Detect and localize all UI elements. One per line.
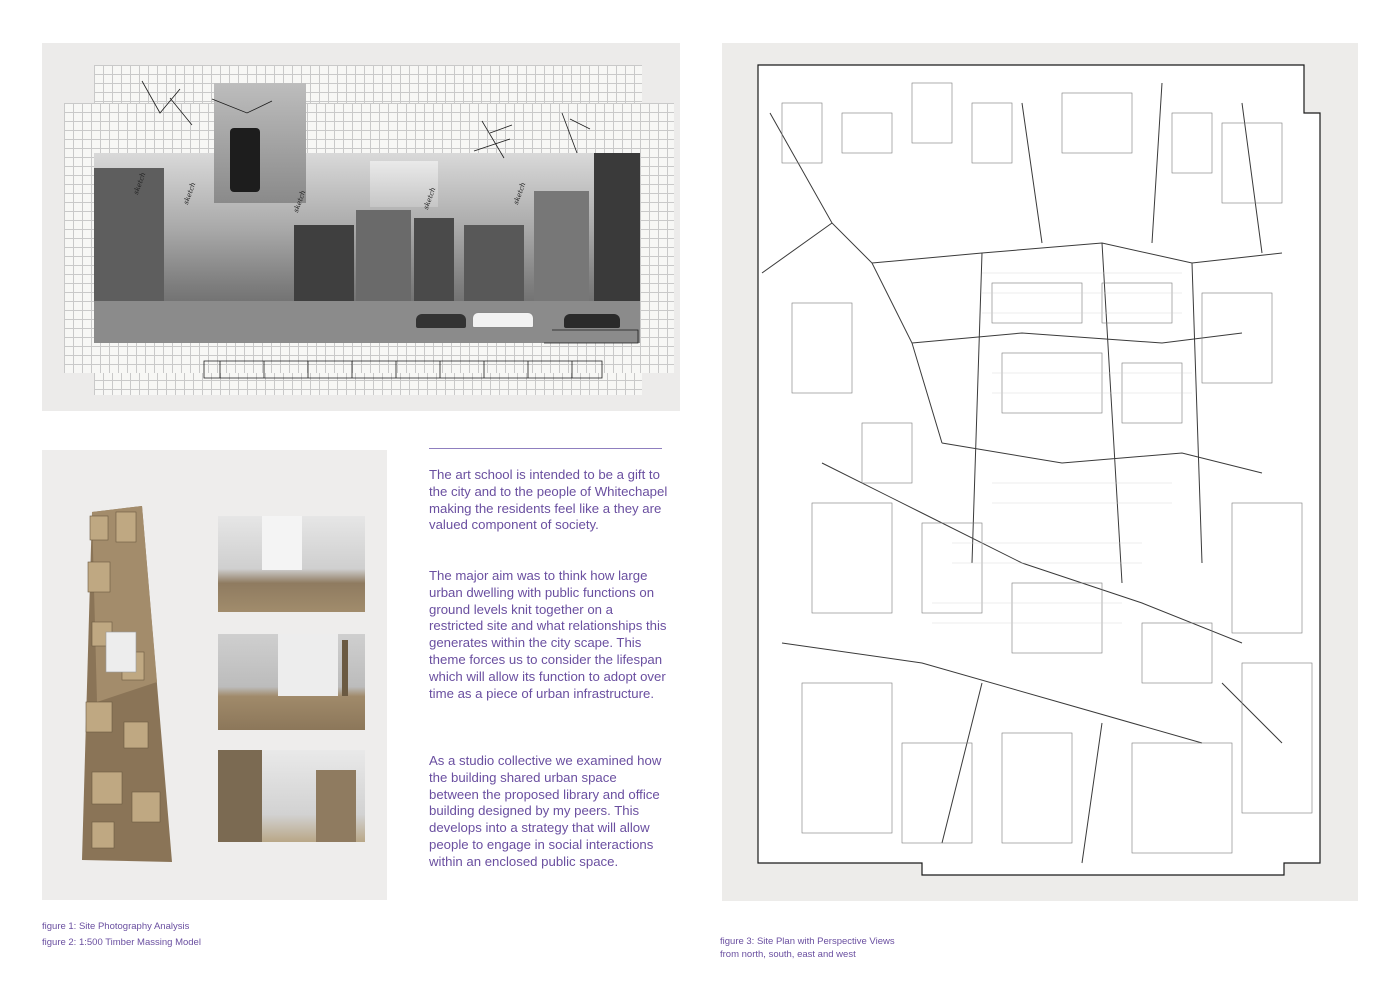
figure-1-site-photography: sketch sketch sketch sketch sketch — [42, 43, 680, 411]
timber-model-plan-view — [62, 502, 172, 862]
model-view-north — [218, 516, 365, 612]
paragraph-divider — [429, 448, 662, 449]
figure-2-timber-massing-model — [42, 450, 387, 900]
caption-figure-2: figure 2: 1:500 Timber Massing Model — [42, 937, 201, 948]
model-view-south — [218, 750, 365, 842]
paragraph-collective: As a studio collective we examined how the building shared urban space between the proposed library and office building designed by my peers. This develops into a strategy that will allow people to engage in social interactions within an enclosed public space. — [429, 753, 662, 869]
caption-figure-3-line-2: from north, south, east and west — [720, 949, 856, 960]
paragraph-aim: The major aim was to think how large urban dwelling with public functions on ground levels knit together on a restricted site and what relationships this generates within the city scape. This theme forces us to consider the lifespan which will allow its function to adopt over time as a piece of urban infrastructure. — [429, 568, 667, 701]
paragraph-intro: The art school is intended to be a gift to the city and to the people of Whitechapel making the residents feel like a they are valued component of society. — [429, 467, 668, 533]
caption-figure-1: figure 1: Site Photography Analysis — [42, 921, 190, 932]
figure-3-site-plan — [722, 43, 1358, 901]
caption-figure-3-line-1: figure 3: Site Plan with Perspective Views — [720, 936, 895, 947]
model-view-east — [218, 634, 365, 730]
annotation-sketch-lines — [42, 43, 680, 411]
site-plan-linework — [722, 43, 1358, 901]
